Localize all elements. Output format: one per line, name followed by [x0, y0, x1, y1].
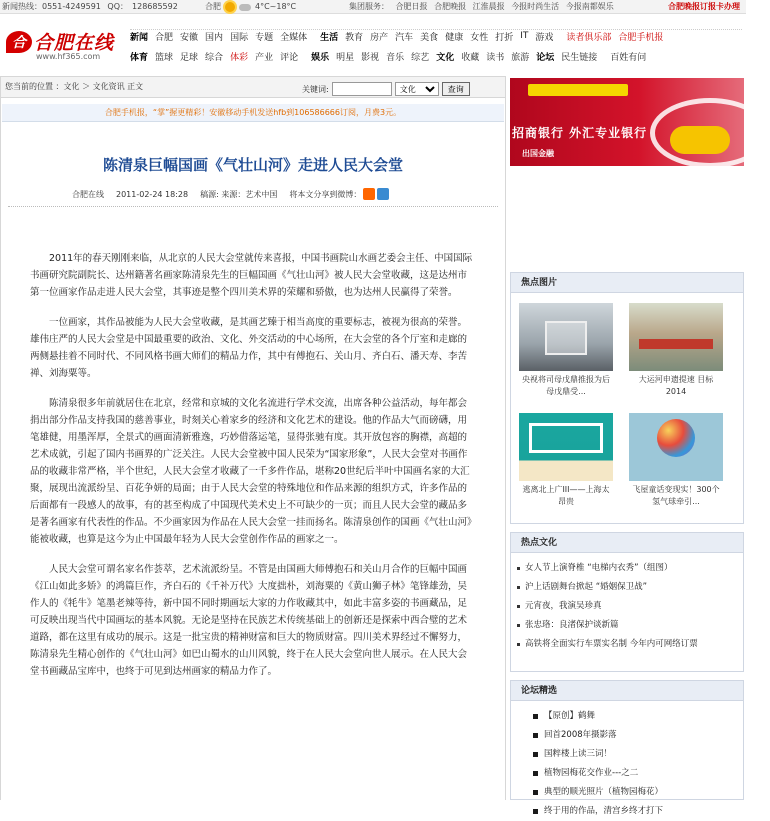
nav-education[interactable]: 教育	[345, 32, 364, 43]
link-nandu-ent[interactable]: 今报南都娱乐	[565, 2, 614, 11]
list-item-label: 元宵夜，我演吴珍真	[525, 601, 602, 611]
meta-divider	[8, 206, 498, 207]
share-weibo-icon[interactable]	[363, 188, 375, 200]
list-item[interactable]	[511, 745, 743, 764]
nav-music[interactable]: 音乐	[386, 52, 405, 63]
nav-food[interactable]: 美食	[420, 32, 439, 43]
photo-item[interactable]	[629, 303, 723, 398]
logo-url: www.hf365.com	[36, 52, 101, 61]
hot-culture-box	[510, 532, 744, 672]
nav-games[interactable]: 游戏	[535, 32, 554, 43]
list-item[interactable]	[511, 616, 743, 635]
link-fashion-life[interactable]: 今报时尚生活	[511, 2, 560, 11]
forum-picks-list	[511, 701, 743, 821]
ad-headline: 招商银行 外汇专业银行	[512, 126, 648, 140]
nav-general[interactable]: 综合	[205, 52, 224, 63]
photo-item[interactable]	[629, 413, 723, 508]
keyword-search	[302, 82, 470, 96]
list-item[interactable]	[511, 597, 743, 616]
nav-international[interactable]: 国际	[230, 32, 249, 43]
nav-health[interactable]: 健康	[445, 32, 464, 43]
weather	[205, 0, 296, 14]
bullet-icon	[517, 605, 520, 608]
list-item[interactable]	[511, 764, 743, 783]
bullet-icon	[517, 624, 520, 627]
temperature: 4°C~18°C	[255, 2, 297, 11]
article-paragraph: 2011年的春天刚刚来临，从北京的人民大会堂就传来喜报，中国书画院山水画艺委会主任、中国国际书画研究院副院长、达州籍著名画家陈清泉先生的巨幅国画《气壮山河》被人民大会堂收藏，这是达州市第一位画家作品走进人民大会堂，其事迹是整个四川美术界的荣耀和骄傲，也为达州人民赢得了荣誉。	[30, 253, 473, 298]
bullet-icon	[517, 567, 520, 570]
focus-photos-header: 焦点图片	[511, 273, 743, 293]
article-paragraph: 一位画家，其作品被能为人民大会堂收藏，是其画艺臻于相当高度的重要标志，被视为很高的荣誉。雄伟庄严的人民大会堂是中国最重要的政治、文化、外交活动的中心场所，在大会堂的各个厅室和走廊的两侧悬挂着不同时代、不同风格书画大师们的精品力作，其中有傅抱石、关山月、齐白石、潘天寿、李苦禅、刘海粟等。	[30, 317, 468, 379]
nav-hefei[interactable]: 合肥	[155, 32, 174, 43]
bullet-icon	[533, 752, 538, 757]
nav-life[interactable]: 生活	[320, 32, 339, 43]
nav-allmedia[interactable]: 全媒体	[280, 32, 308, 43]
nav-sports[interactable]: 体育	[130, 52, 149, 63]
hotline-text: 新闻热线：0551-4249591	[2, 2, 101, 11]
cloud-icon	[239, 4, 251, 11]
nav-lottery[interactable]: 体彩	[230, 52, 249, 63]
article-paragraph: 人民大会堂可谓名家名作荟萃，艺术流派纷呈。不管是由国画大师傅抱石和关山月合作的巨幅中国画《江山如此多娇》的鸿篇巨作，齐白石的《千补万代》大度拙朴，刘海粟的《黄山狮子林》笔锋雄劲，吴作人的《牦牛》笔墨老辣等待，新中国不同时期画坛大家的力作收藏其中，如此丰富多姿的书画藏品，足可反映出现当代中国画坛的基本风貌。无论是坚持在民族艺术传统基础上的创新还是探索中西合璧的艺术道路，都在这里有成功的展示。这是一批宝贵的精神财富和巨大的物质财富。四川美术界经过不懈努力，陈清泉先生精心创作的《气壮山河》如巴山蜀水的山川风貌，终于在人民大会堂向世人展示。在人民大会堂书画藏品宝库中，也终于可见到达州画家的精品力作了。	[30, 564, 468, 677]
photo-item[interactable]	[519, 303, 613, 398]
list-item-label: 国粹楼上读三词！	[544, 749, 613, 759]
keyword-input[interactable]	[332, 82, 392, 96]
subscribe-link[interactable]: 合肥晚报订报卡办理	[668, 2, 740, 11]
sun-icon	[225, 2, 235, 12]
hot-culture-header: 热点文化	[511, 533, 743, 553]
nav-house[interactable]: 房产	[370, 32, 389, 43]
nav-reader-club[interactable]: 读者俱乐部	[566, 32, 612, 43]
nav-forum[interactable]: 论坛	[536, 52, 555, 63]
site-logo[interactable]	[6, 28, 114, 55]
bullet-icon	[533, 771, 538, 776]
qq-number: 128685592	[132, 2, 178, 11]
bullet-icon	[533, 714, 538, 719]
group-services	[349, 0, 614, 14]
logo-mark-icon: 合	[6, 31, 32, 53]
ad-top-strip	[528, 84, 628, 96]
article-origin: 稿源: 来源：艺术中国	[200, 189, 278, 199]
city-name: 合肥	[205, 2, 221, 11]
link-hefei-daily[interactable]: 合肥日报	[395, 2, 428, 11]
nav-ask[interactable]: 百姓有问	[610, 52, 647, 63]
ad-subline: 出国金融	[522, 149, 554, 158]
photo-caption: 大运河申遗提速 目标2014	[638, 375, 714, 396]
photo-caption: 飞屋童话变现实！300个氢气球牵引...	[632, 485, 720, 506]
nav-football[interactable]: 足球	[180, 52, 199, 63]
bullet-icon	[517, 643, 520, 646]
share-qq-icon[interactable]	[377, 188, 389, 200]
article-meta	[72, 188, 389, 200]
list-item[interactable]	[511, 802, 743, 821]
photo-caption: 逃离北上广III——上海太昂贵	[522, 485, 610, 506]
link-jianghuai-morning[interactable]: 江淮晨报	[472, 2, 505, 11]
list-item[interactable]	[511, 635, 743, 654]
nav-news[interactable]: 新闻	[130, 32, 149, 43]
bullet-icon	[533, 790, 538, 795]
bank-ad-banner[interactable]	[510, 78, 744, 166]
forum-picks-box	[510, 680, 744, 816]
photo-caption: 央视将司母戊鼎推报为后母戊鼎受...	[522, 375, 610, 396]
list-item-label: 典型的顺光照片（植物园梅花）	[544, 787, 664, 797]
nav-reading[interactable]: 读书	[486, 52, 505, 63]
nav-women[interactable]: 女性	[470, 32, 489, 43]
ad-card-graphic	[670, 126, 730, 154]
list-item[interactable]	[511, 707, 743, 726]
list-item-label: 高铁将全面实行车票实名制 今年内可网络订票	[525, 639, 698, 649]
article-title: 陈清泉巨幅国画《气壮山河》走进人民大会堂	[102, 156, 403, 174]
nav-livelihood[interactable]: 民生链接	[561, 52, 598, 63]
share-label: 将本文分享到微博：	[289, 189, 362, 199]
list-item-label: 回首2008年摄影落	[544, 730, 617, 740]
list-item[interactable]	[511, 578, 743, 597]
keyword-label: 关键词:	[302, 84, 329, 94]
photo-item[interactable]	[519, 413, 613, 508]
site-header	[0, 18, 746, 68]
nav-comment[interactable]: 评论	[280, 52, 299, 63]
top-bar	[0, 0, 746, 14]
nav-mobile-paper[interactable]: 合肥手机报	[618, 32, 664, 43]
nav-special[interactable]: 专题	[255, 32, 274, 43]
bullet-icon	[533, 809, 538, 814]
focus-photos-box	[510, 272, 744, 524]
group-label: 集团服务：	[349, 2, 389, 11]
forum-picks-header: 论坛精选	[511, 681, 743, 701]
article-body	[30, 250, 474, 693]
article-date: 2011-02-24 18:28	[116, 189, 189, 199]
list-item-label: 植物园梅花交作业---之二	[544, 768, 639, 778]
nav-discount[interactable]: 打折	[495, 32, 514, 43]
category-select[interactable]	[395, 82, 439, 96]
list-item-label: 女人节上演脊椎 “电梯内衣秀”（组图）	[525, 563, 673, 573]
photo-thumbnail	[629, 303, 723, 371]
logo-name: 合肥在线	[34, 32, 115, 54]
nav-divider	[130, 29, 742, 30]
nav-culture[interactable]: 文化	[436, 52, 455, 63]
nav-variety[interactable]: 综艺	[411, 52, 430, 63]
nav-collection[interactable]: 收藏	[461, 52, 480, 63]
mobile-paper-notice[interactable]: 合肥手机报，“掌”握更精彩！安徽移动手机发送hfb到106586666订阅，月费3元。	[2, 104, 504, 122]
nav-anhui[interactable]: 安徽	[180, 32, 199, 43]
nav-travel[interactable]: 旅游	[511, 52, 530, 63]
hotline-group	[2, 0, 182, 14]
list-item-label: 终于用的作品，清宫乡终才打下	[544, 806, 664, 816]
breadcrumb: 您当前的位置 ：文化 ＞ 文化资讯 正文	[0, 76, 506, 98]
nav-domestic[interactable]: 国内	[205, 32, 224, 43]
photo-thumbnail	[519, 303, 613, 371]
nav-stars[interactable]: 明星	[336, 52, 355, 63]
list-item[interactable]	[511, 783, 743, 802]
list-item-label: 沪上话剧舞台掀起 “婚姻保卫战”	[525, 582, 648, 592]
nav-basketball[interactable]: 篮球	[155, 52, 174, 63]
main-nav	[130, 26, 742, 66]
list-item-label: 张忠珞：良渚保护谈新篇	[525, 620, 619, 630]
photo-thumbnail	[629, 413, 723, 481]
nav-row-2	[130, 46, 742, 66]
photo-thumbnail	[519, 413, 613, 481]
nav-ent[interactable]: 娱乐	[311, 52, 330, 63]
list-item-label: 【原创】鹤舞	[544, 711, 596, 721]
nav-film[interactable]: 影视	[361, 52, 380, 63]
link-hefei-evening[interactable]: 合肥晚报	[434, 2, 467, 11]
nav-it[interactable]: IT	[520, 31, 529, 41]
list-item[interactable]	[511, 726, 743, 745]
nav-industry[interactable]: 产业	[255, 52, 274, 63]
list-item[interactable]	[511, 559, 743, 578]
nav-auto[interactable]: 汽车	[395, 32, 414, 43]
qq-label: QQ：	[107, 2, 129, 11]
bullet-icon	[517, 586, 520, 589]
hot-culture-list	[511, 553, 743, 654]
article-source: 合肥在线	[72, 189, 104, 199]
search-button[interactable]: 查询	[442, 82, 470, 96]
bullet-icon	[533, 733, 538, 738]
article-paragraph: 陈清泉很多年前就居住在北京，经常和京城的文化名流进行学术交流，出席各种公益活动，每年都会捐出部分作品支持我国的慈善事业，时刻关心着家乡的经济和文化艺术的建设。他的作品大气而磅礴，用笔雄健，用墨浑厚，全景式的画面清新雅逸，巧妙借落运笔，显得张驰有度。其开放包容的胸襟，高超的艺术成就，引起了国内书画界的广泛关注。人民大会堂被中国人民荣为“国家形象”，人民大会堂对书画作品的收藏非常严格，半个世纪，人民大会堂才收藏了一千多件作品，堪称20世纪后半叶中国画名家的大汇聚，展现出流派纷呈、百花争妍的局面；由于人民大会堂的特殊地位和作品来源的组织方式，许多作品的后面都有一段感人的故事，有的甚至构成了中国现代美术史上不可缺少的一页；而且人民大会堂的藏品多是著名画家有代表性的作品。不少画家因为作品在人民大会堂一挂而扬名。陈清泉创作的国画《气壮山河》能被收藏，也算是这今为止中国最年轻为人民大会堂创作作品的画家之一。	[30, 398, 472, 545]
